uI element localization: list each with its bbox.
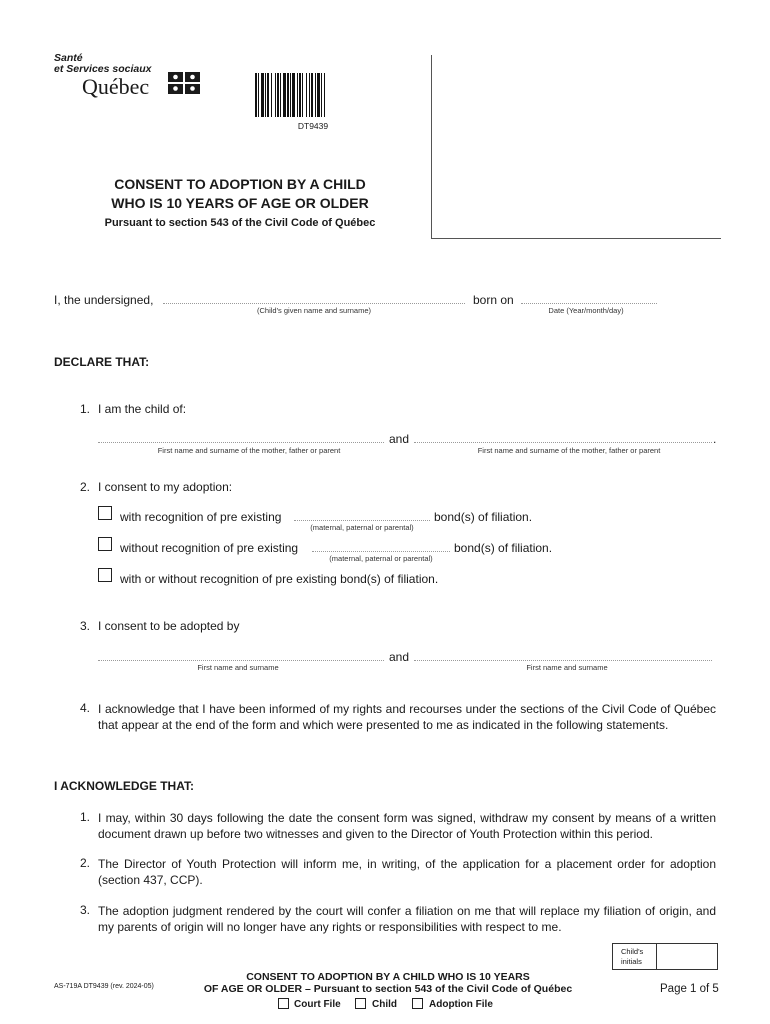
declare-item-2-number: 2.	[80, 480, 91, 494]
court-file-checkbox[interactable]	[278, 998, 289, 1009]
form-subtitle: Pursuant to section 543 of the Civil Code of Québec	[104, 217, 376, 229]
acknowledge-item-2-number: 2.	[80, 856, 91, 870]
initials-label-line-2: initials	[621, 957, 642, 966]
initials-box	[612, 943, 718, 970]
declare-item-3-number: 3.	[80, 619, 91, 633]
court-file-label: Court File	[294, 999, 341, 1010]
parent-2-name-field[interactable]	[414, 442, 712, 443]
parent-2-caption: First name and surname of the mother, father or parent	[477, 446, 661, 455]
footer-title-line-2: OF AGE OR OLDER – Pursuant to section 543 of the Civil Code of Québec	[203, 983, 573, 995]
no-recognition-option-tail: bond(s) of filiation.	[454, 541, 553, 555]
recognition-checkbox[interactable]	[98, 506, 112, 520]
child-label: Child	[372, 999, 397, 1010]
adoption-file-checkbox[interactable]	[412, 998, 423, 1009]
form-title-line-2: WHO IS 10 YEARS OF AGE OR OLDER	[111, 195, 369, 211]
barcode-icon	[254, 73, 372, 117]
no-recognition-checkbox[interactable]	[98, 537, 112, 551]
child-checkbox[interactable]	[355, 998, 366, 1009]
declare-item-4-number: 4.	[80, 701, 91, 715]
declare-item-1-text: I am the child of:	[98, 402, 187, 416]
footer-title-line-1: CONSENT TO ADOPTION BY A CHILD WHO IS 10 YEARS	[246, 971, 530, 983]
declare-item-4-text: I acknowledge that I have been informed of my rights and recourses under the sections of the Civil Code of Québec that appear at the end of the form and which were presented to me as indicated in the following statements.	[98, 702, 716, 732]
adopter-2-name-field[interactable]	[414, 660, 712, 661]
declare-item-3-text: I consent to be adopted by	[98, 619, 240, 633]
birth-date-caption: Date (Year/month/day)	[548, 306, 624, 315]
declare-item-1-number: 1.	[80, 402, 91, 416]
adopter-1-caption: First name and surname	[197, 663, 279, 672]
acknowledge-item-3-text: The adoption judgment rendered by the court will confer a filiation on me that will replace my filiation of origin, and my parents of origin will no longer have any rights or responsibilities with respect to me.	[98, 904, 716, 934]
recognition-filiation-field[interactable]	[294, 520, 430, 521]
child-name-caption: (Child's given name and surname)	[257, 306, 371, 315]
acknowledge-item-2-text: The Director of Youth Protection will inform me, in writing, of the application for a placement order for adoption (section 437, CCP).	[98, 857, 716, 887]
adoption-file-label: Adoption File	[429, 999, 493, 1010]
form-code: AS-719A DT9439 (rev. 2024-05)	[54, 983, 154, 990]
registration-box	[431, 55, 721, 239]
initials-input[interactable]	[658, 944, 717, 969]
parent-1-name-field[interactable]	[98, 442, 384, 443]
barcode-text: DT9439	[297, 121, 329, 131]
acknowledge-heading: I ACKNOWLEDGE THAT:	[54, 779, 194, 793]
declare-item-2-text: I consent to my adoption:	[98, 480, 233, 494]
quebec-logo	[54, 52, 204, 102]
initials-label	[613, 944, 657, 969]
form-title-line-1: CONSENT TO ADOPTION BY A CHILD	[114, 176, 366, 192]
birth-date-field[interactable]	[521, 303, 657, 304]
recognition-option-text: with recognition of pre existing	[120, 510, 282, 524]
declare-heading: DECLARE THAT:	[54, 355, 150, 369]
initials-label-line-1: Child's	[621, 947, 644, 956]
acknowledge-item-1-text: I may, within 30 days following the date the consent form was signed, withdraw my consent by means of a written document drawn up before two witnesses and given to the Director of Youth Protection within this period.	[98, 811, 716, 841]
adopter-1-name-field[interactable]	[98, 660, 384, 661]
no-recognition-option-text: without recognition of pre existing	[120, 541, 299, 555]
either-recognition-checkbox[interactable]	[98, 568, 112, 582]
no-recognition-filiation-caption: (maternal, paternal or parental)	[329, 554, 433, 563]
and-word-2: and	[389, 650, 410, 664]
undersigned-label: I, the undersigned,	[54, 293, 154, 307]
fleur-de-lis-flag-icon	[168, 72, 200, 94]
recognition-option-tail: bond(s) of filiation.	[434, 510, 533, 524]
born-on-label: born on	[473, 293, 514, 307]
acknowledge-item-1-number: 1.	[80, 810, 91, 824]
barcode	[254, 73, 372, 119]
adopter-2-caption: First name and surname	[526, 663, 608, 672]
child-name-field[interactable]	[163, 303, 465, 304]
logo-line-2: et Services sociaux	[54, 63, 152, 75]
either-recognition-option-text: with or without recognition of pre existing bond(s) of filiation.	[120, 572, 439, 586]
item-1-period: .	[713, 432, 717, 446]
page-number: Page 1 of 5	[660, 983, 719, 995]
parent-1-caption: First name and surname of the mother, father or parent	[157, 446, 341, 455]
recognition-filiation-caption: (maternal, paternal or parental)	[310, 523, 414, 532]
logo-word: Québec	[82, 74, 150, 99]
no-recognition-filiation-field[interactable]	[312, 551, 450, 552]
and-word-1: and	[389, 432, 410, 446]
logo-line-1: Santé	[54, 52, 83, 64]
acknowledge-item-3-number: 3.	[80, 903, 91, 917]
